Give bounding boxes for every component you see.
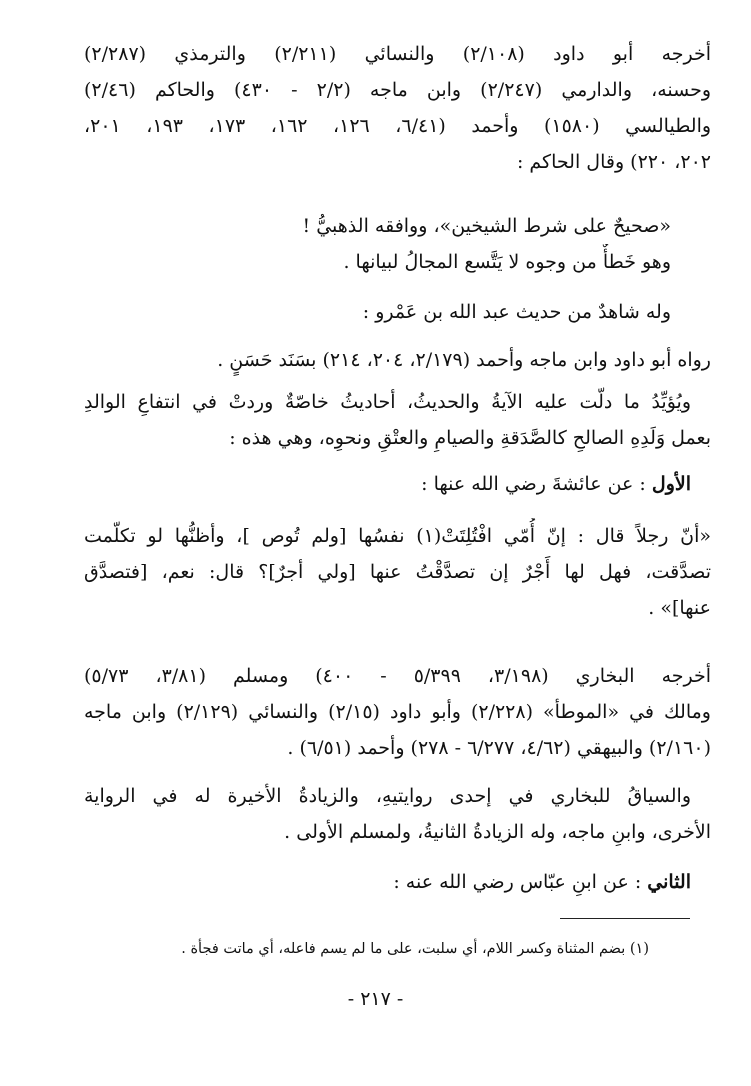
narrator-text: : عن عائشةَ رضي الله عنها : — [421, 473, 652, 495]
text-line: أخرجه أبو داود (٢/١٠٨) والنسائي (٢/٢١١) والترمذي (٢/٢٨٧) — [84, 43, 711, 65]
text-line: والسياقُ للبخاري في إحدى روايتيهِ، والزيادةُ الأخيرة له في الرواية — [84, 785, 691, 807]
witness-intro — [84, 294, 711, 330]
context-paragraph — [84, 778, 711, 850]
takhrij-paragraph-1 — [84, 36, 711, 180]
text-line: ويُؤيِّدُ ما دلّت عليه الآيةُ والحديثُ، أحاديثُ خاصّةٌ وردتْ في انتفاعِ الوالدِ — [84, 391, 691, 413]
page-number: - ٢١٧ - — [347, 988, 404, 1010]
narrator-text: : عن ابنِ عبّاس رضي الله عنه : — [393, 871, 648, 893]
section-label: الثاني — [647, 871, 691, 893]
text-line: ومالك في «الموطأ» (٢/٢٢٨) وأبو داود (٢/١٥) والنسائي (٢/١٢٩) وابن ماجه — [84, 701, 711, 723]
text-line: وحسنه، والدارمي (٢/٢٤٧) وابن ماجه (٢/٢ - ٤٣٠) والحاكم (٢/٤٦) — [84, 79, 711, 101]
text-line: «صحيحٌ على شرط الشيخين»، ووافقه الذهبيُّ ! — [302, 215, 671, 237]
text-line: الأخرى، وابنِ ماجه، وله الزيادةُ الثانيةُ، ولمسلم الأولى . — [284, 821, 711, 843]
section-label: الأول — [651, 473, 691, 495]
text-line: رواه أبو داود وابن ماجه وأحمد (٢/١٧٩، ٢٠٤، ٢١٤) بسَنَد حَسَنٍ . — [217, 349, 711, 371]
text-line: «أنّ رجلاً قال : إنّ أُمّي افْتُلِتَتْ(١) نفسُها [ولم تُوص ]، وأظنُّها لو تكلّمت — [84, 525, 711, 547]
second-hadith-heading — [84, 864, 711, 900]
text-line: عنها]» . — [648, 597, 711, 619]
text-line: والطيالسي (١٥٨٠) وأحمد (٦/٤١، ١٢٦، ١٦٢، ١٧٣، ١٩٣، ٢٠١، — [84, 115, 711, 137]
text-line: وهو خَطأٌ من وجوه لا يَتَّسع المجالُ لبيانها . — [343, 251, 671, 273]
footnote: (١) بضم المثناة وكسر اللام، أي سلبت، على ما لم يسم فاعله، أي ماتت فجأة . — [181, 941, 649, 957]
text-line: وله شاهدٌ من حديث عبد الله بن عَمْرو : — [362, 301, 671, 323]
footnote-divider — [560, 918, 690, 919]
witness-source — [84, 342, 711, 378]
first-hadith-heading — [84, 466, 711, 502]
text-line: تصدَّقت، فهل لها أَجْرٌ إن تصدَّقْتُ عنها [ولي أجرٌ]؟ قال: نعم، [فتصدَّق — [84, 561, 711, 583]
hadith-text-1 — [84, 518, 711, 626]
text-line: (٢/١٦٠) والبيهقي (٤/٦٢، ٦/٢٧٧ - ٢٧٨) وأحمد (٦/٥١) . — [287, 737, 711, 759]
text-line: أخرجه البخاري (٣/١٩٨، ٥/٣٩٩ - ٤٠٠) ومسلم (٣/٨١، ٥/٧٣) — [84, 665, 711, 687]
supporting-paragraph — [84, 384, 711, 456]
hakim-quote — [84, 208, 711, 280]
text-line: ٢٠٢، ٢٢٠) وقال الحاكم : — [516, 151, 711, 173]
takhrij-paragraph-2 — [84, 658, 711, 766]
text-line: بعمل وَلَدِهِ الصالحِ كالصَّدَقةِ والصيامِ والعتْقِ ونحوِه، وهي هذه : — [229, 427, 711, 449]
